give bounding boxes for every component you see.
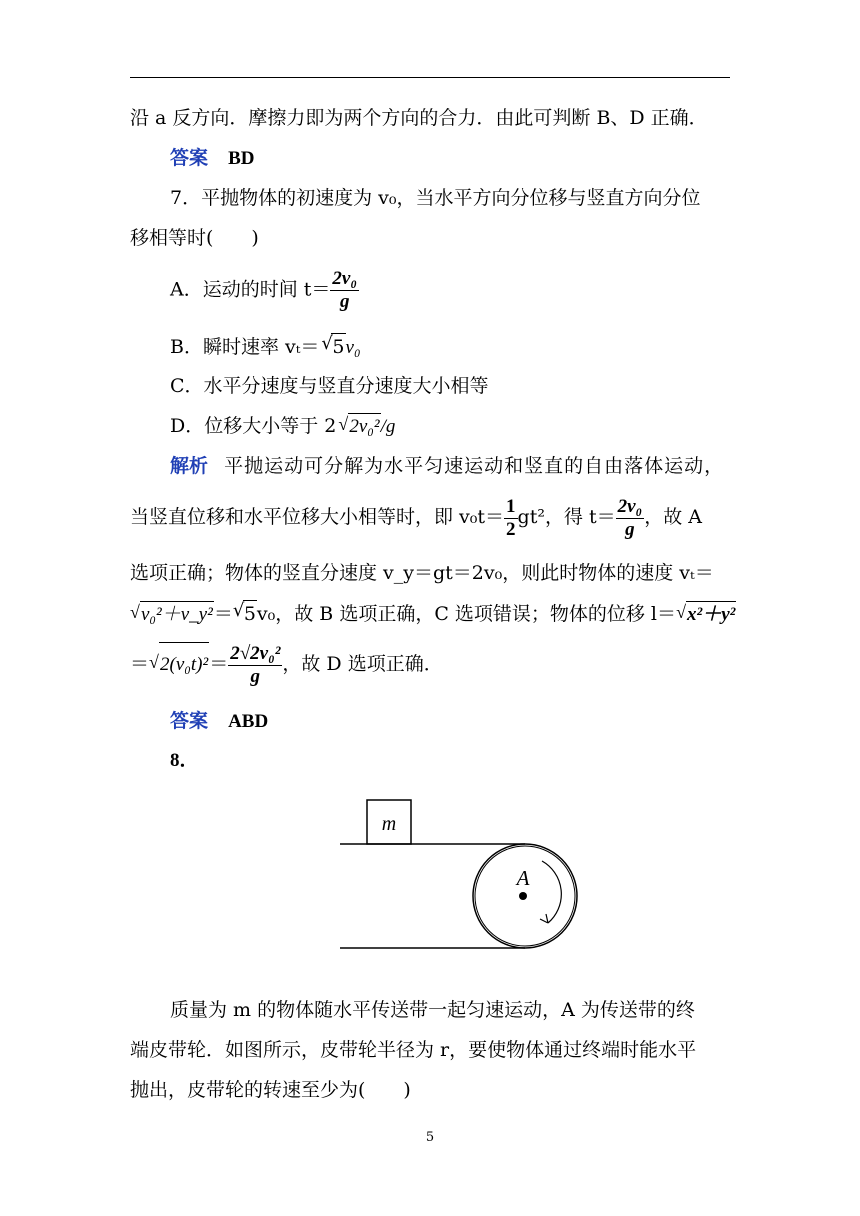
- sqrt: √ 5: [243, 600, 257, 627]
- analysis-line4: [130, 600, 736, 628]
- analysis-text: 当竖直位移和水平位移大小相等时，即 v₀t＝: [130, 506, 505, 528]
- block-label: m: [381, 813, 397, 835]
- answer-label: 答案: [170, 147, 209, 169]
- analysis-line1: [170, 453, 770, 479]
- option-b-suffix: v₀: [345, 337, 361, 358]
- answer-value: ABD: [228, 711, 269, 732]
- numerator: 2√2v₀²: [230, 642, 281, 664]
- option-d: [170, 413, 770, 440]
- fraction: [616, 496, 645, 541]
- answer-value: BD: [228, 148, 255, 169]
- question-8-line3: 抛出，皮带轮的转速至少为( ): [130, 1079, 411, 1101]
- header-rule: [130, 77, 730, 78]
- answer-6: [170, 145, 770, 172]
- option-d-suffix: /g: [380, 416, 396, 437]
- denominator: g: [339, 291, 350, 312]
- analysis-text: ，故 A: [644, 506, 702, 528]
- numerator: 1: [506, 495, 516, 517]
- fraction: [228, 643, 282, 688]
- answer-label: 答案: [170, 710, 209, 732]
- analysis-line2: [130, 495, 730, 541]
- denominator: 2: [506, 518, 516, 540]
- pulley-center: [519, 892, 527, 900]
- analysis-text: ＝: [209, 653, 229, 675]
- sqrt: √ 5: [331, 333, 345, 360]
- conveyor-belt-figure: [330, 795, 590, 955]
- analysis-text: ，故 D 选项正确．: [282, 653, 443, 675]
- option-d-text: D．位移大小等于 2: [170, 415, 337, 437]
- fraction: [504, 496, 518, 541]
- arrow-head-icon: [540, 914, 548, 923]
- option-c: C．水平分速度与竖直分速度大小相等: [170, 375, 489, 397]
- numerator: 2v₀: [332, 268, 357, 289]
- sqrt: √ x²＋y²: [686, 601, 736, 628]
- option-b-text: B．瞬时速率 vₜ＝: [170, 336, 320, 358]
- option-a: [170, 268, 770, 313]
- analysis-line3: 选项正确；物体的竖直分速度 v_y＝gt＝2v₀，则此时物体的速度 vₜ＝: [130, 562, 714, 584]
- denominator: g: [625, 518, 635, 540]
- analysis-line5: [130, 642, 730, 688]
- denominator: g: [250, 665, 261, 687]
- option-a-text: A．运动的时间 t＝: [170, 278, 331, 301]
- analysis-text: ＝: [130, 653, 150, 675]
- answer-7: [170, 708, 770, 735]
- sqrt: √ v₀²＋v_y²: [140, 601, 214, 628]
- fraction: [330, 268, 359, 313]
- page-number: 5: [425, 1130, 435, 1145]
- option-b: [170, 333, 770, 361]
- question-7-line1: 7．平抛物体的初速度为 v₀，当水平方向分位移与竖直方向分位: [170, 187, 701, 209]
- question-8-line1: 质量为 m 的物体随水平传送带一起匀速运动，A 为传送带的终: [170, 999, 695, 1021]
- question-8-number: 8．: [170, 750, 199, 771]
- sqrt: √ 2v₀²: [348, 413, 380, 440]
- numerator: 2v₀: [617, 495, 643, 517]
- analysis-text: 平抛运动可分解为水平匀速运动和竖直的自由落体运动，: [224, 455, 725, 477]
- rotation-arrow: [542, 861, 561, 923]
- question-8-line2: 端皮带轮．如图所示，皮带轮半径为 r，要使物体通过终端时能水平: [130, 1039, 697, 1061]
- analysis-text: gt²，得 t＝: [517, 506, 616, 528]
- question-7-line2: 移相等时( ): [130, 227, 259, 249]
- analysis-label: 解析: [170, 455, 209, 477]
- pulley-label: A: [516, 866, 530, 890]
- analysis-text: ＝: [213, 603, 233, 625]
- analysis-text: v₀，故 B 选项正确，C 选项错误；物体的位移 l＝: [256, 603, 677, 625]
- sqrt: √ 2(v₀t)²: [159, 642, 209, 687]
- text-line: 沿 a 反方向．摩擦力即为两个方向的合力．由此可判断 B、D 正确．: [130, 107, 708, 129]
